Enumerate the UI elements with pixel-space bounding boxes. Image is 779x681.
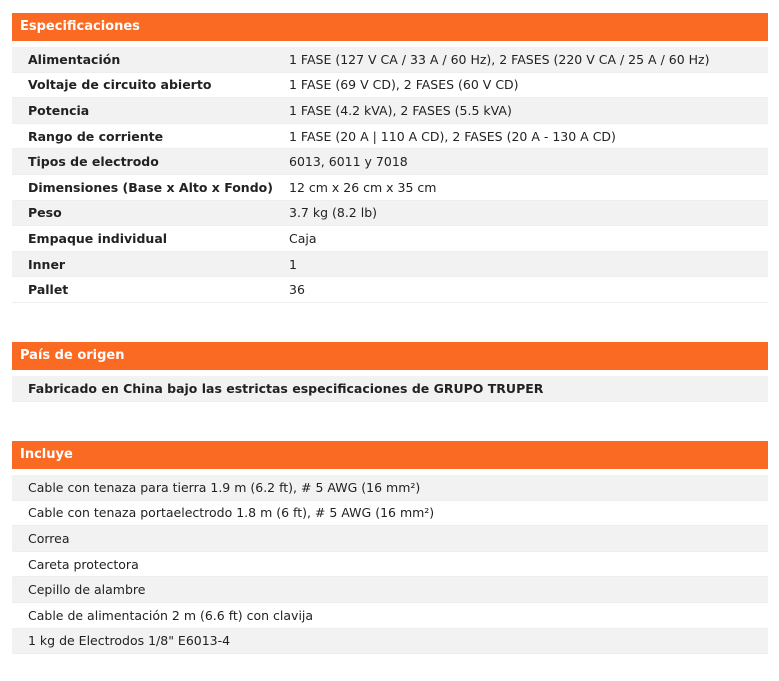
includes-item bbox=[12, 603, 768, 629]
spec-label: Potencia bbox=[28, 102, 90, 118]
spec-value: 1 FASE (69 V CD), 2 FASES (60 V CD) bbox=[289, 77, 519, 93]
includes-item bbox=[12, 526, 768, 552]
spec-value: 1 FASE (127 V CA / 33 A / 60 Hz), 2 FASES (220 V CA / 25 A / 60 Hz) bbox=[289, 51, 710, 67]
includes-item bbox=[12, 552, 768, 578]
spec-row bbox=[12, 252, 768, 278]
includes-item bbox=[12, 577, 768, 603]
includes-item-text: Correa bbox=[28, 530, 70, 546]
spec-value: Caja bbox=[289, 230, 317, 246]
spec-row bbox=[12, 175, 768, 201]
includes-item bbox=[12, 475, 768, 501]
spec-value: 1 bbox=[289, 256, 297, 272]
specifications-header: Especificaciones bbox=[12, 13, 768, 41]
spec-row bbox=[12, 201, 768, 227]
spec-label: Inner bbox=[28, 256, 66, 272]
spec-label: Pallet bbox=[28, 282, 69, 298]
spec-label: Empaque individual bbox=[28, 230, 168, 246]
spec-row bbox=[12, 73, 768, 99]
includes-item-text: Cable con tenaza para tierra 1.9 m (6.2 ft), # 5 AWG (16 mm²) bbox=[28, 479, 421, 495]
spec-value: 12 cm x 26 cm x 35 cm bbox=[289, 179, 437, 195]
spec-label: Rango de corriente bbox=[28, 128, 164, 144]
spec-value: 1 FASE (4.2 kVA), 2 FASES (5.5 kVA) bbox=[289, 102, 512, 118]
spec-row bbox=[12, 124, 768, 150]
includes-item-text: Careta protectora bbox=[28, 556, 139, 572]
spec-label: Peso bbox=[28, 205, 62, 221]
origin-row bbox=[12, 376, 768, 402]
spec-row bbox=[12, 277, 768, 303]
specifications-section bbox=[12, 13, 768, 303]
spec-value: 6013, 6011 y 7018 bbox=[289, 154, 408, 170]
origin-text: Fabricado en China bajo las estrictas especificaciones de GRUPO TRUPER bbox=[28, 380, 544, 396]
includes-header: Incluye bbox=[12, 441, 768, 469]
spec-value: 1 FASE (20 A | 110 A CD), 2 FASES (20 A - 130 A CD) bbox=[289, 128, 616, 144]
spec-value: 3.7 kg (8.2 lb) bbox=[289, 205, 378, 221]
spec-row bbox=[12, 226, 768, 252]
spec-row bbox=[12, 149, 768, 175]
includes-section bbox=[12, 441, 768, 654]
spec-label: Voltaje de circuito abierto bbox=[28, 77, 212, 93]
includes-item-text: Cable de alimentación 2 m (6.6 ft) con clavija bbox=[28, 607, 314, 623]
includes-item-text: Cepillo de alambre bbox=[28, 582, 146, 598]
includes-item-text: 1 kg de Electrodos 1/8" E6013-4 bbox=[28, 633, 231, 649]
origin-header: País de origen bbox=[12, 342, 768, 370]
includes-item-text: Cable con tenaza portaelectrodo 1.8 m (6 ft), # 5 AWG (16 mm²) bbox=[28, 505, 435, 521]
spec-row bbox=[12, 47, 768, 73]
includes-item bbox=[12, 629, 768, 655]
includes-item bbox=[12, 501, 768, 527]
spec-row bbox=[12, 98, 768, 124]
spec-label: Alimentación bbox=[28, 51, 121, 67]
origin-section bbox=[12, 342, 768, 402]
spec-label: Dimensiones (Base x Alto x Fondo) bbox=[28, 179, 273, 195]
spec-label: Tipos de electrodo bbox=[28, 154, 159, 170]
spec-value: 36 bbox=[289, 282, 305, 298]
